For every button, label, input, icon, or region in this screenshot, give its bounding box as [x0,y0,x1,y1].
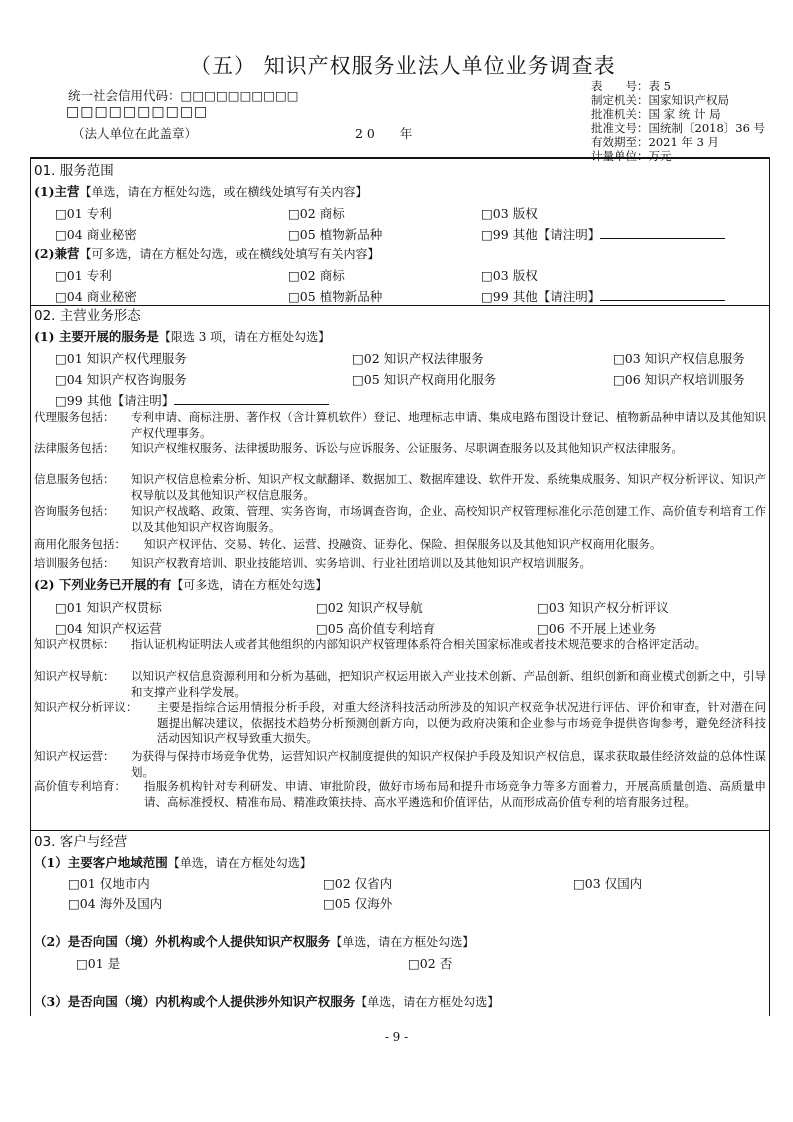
region-option-overseas-and-domestic[interactable]: □04 海外及国内 [68,896,163,911]
page-number: - 9 - [384,1030,409,1044]
main-option-copyright[interactable]: □03 版权 [481,206,538,221]
region-option-city[interactable]: □01 仅地市内 [68,876,150,891]
definition-standard: 知识产权贯标： 指认证机构证明法人或者其他组织的内部知识产权管理体系符合相关国家标准或者技术规范要求的合格评定活动。 [34,637,706,651]
foreign-related-service-label: （3）是否向国（境）内机构或个人提供涉外知识产权服务 [34,994,356,1009]
section-01-title: 01. 服务范围 [34,163,114,179]
client-region-instruction: 【单选，请在方框处勾选】 [167,856,312,870]
meta-unit: 计量单位：万元 [591,149,672,163]
foreign-option-no[interactable]: □02 否 [408,956,453,971]
side-option-patent[interactable]: □01 专利 [55,268,112,283]
ongoing-option-high-value-patent[interactable]: □05 高价值专利培育 [316,621,436,636]
ongoing-option-operation[interactable]: □04 知识产权运营 [55,621,162,636]
ongoing-option-none[interactable]: □06 不开展上述业务 [537,621,657,636]
main-business-question [34,183,368,201]
seal-note: （法人单位在此盖章） [72,126,198,141]
section-divider-02 [30,305,769,306]
definition-operation: 知识产权运营： 为获得与保持市场竞争优势，运营知识产权制度提供的知识产权保护手段及知识产权信息，谋求获取最佳经济效益的总体性谋划。 [34,749,766,779]
section-03-title: 03. 客户与经营 [34,834,128,850]
meta-valid-until: 有效期至：2021 年 3 月 [591,135,720,149]
credit-code-boxes-second[interactable]: □□□□□□□□□□ [66,104,209,120]
side-other-input[interactable] [600,289,725,301]
side-option-trade-secret[interactable]: □04 商业秘密 [55,289,137,304]
client-region-label: （1）主要客户地域范围 [34,855,168,870]
main-option-trademark[interactable]: □02 商标 [288,206,345,221]
foreign-service-label: （2）是否向国（境）外机构或个人提供知识产权服务 [34,934,331,949]
main-option-patent[interactable]: □01 专利 [55,206,112,221]
definition-navigation: 知识产权导航： 以知识产权信息资源利用和分析为基础，把知识产权运用嵌入产业技术创新、产品创新、组织创新和商业模式创新之中，引导和支撑产业科学发展。 [34,669,766,699]
client-region-question [34,854,312,872]
meta-issuing-authority: 制定机关：国家知识产权局 [591,93,729,107]
definition-consulting: 咨询服务包括： 知识产权战略、政策、管理、实务咨询，市场调查咨询，企业、高校知识产权管理标准化示范创建工作、高价值专利培育工作以及其他知识产权咨询服务。 [34,504,766,534]
definition-high-value-patent: 高价值专利培育： 指服务机构针对专利研发、申请、审批阶段，做好市场布局和提升市场竞争力等多方面着力，开展高质量创造、高质量申请、高标准授权、精准布局、精准政策扶持、高水平遴选和价值评估，从而形成高价值专利的培育服务过程。 [34,779,766,809]
region-option-overseas[interactable]: □05 仅海外 [323,896,393,911]
region-option-domestic[interactable]: □03 仅国内 [573,876,643,891]
side-business-label: (2)兼营 [34,246,80,261]
main-business-instruction: 【单选，请在方框处勾选，或在横线处填写有关内容】 [79,185,368,199]
side-option-other[interactable]: □99 其他【请注明】 [481,287,725,305]
foreign-service-question [34,933,474,951]
main-option-other[interactable]: □99 其他【请注明】 [481,225,725,243]
year-field[interactable]: 2 0 年 [355,126,413,141]
form-title: （五） 知识产权服务业法人单位业务调查表 [190,54,616,78]
service-option-other[interactable]: □99 其他【请注明】 [55,391,329,409]
side-option-plant-variety[interactable]: □05 植物新品种 [288,289,383,304]
meta-approving-authority: 批准机关：国 家 统 计 局 [591,107,721,121]
main-services-question [34,328,330,346]
foreign-related-service-question [34,993,499,1011]
main-option-plant-variety[interactable]: □05 植物新品种 [288,227,383,242]
ongoing-option-standard[interactable]: □01 知识产权贯标 [55,600,162,615]
service-option-consulting[interactable]: □04 知识产权咨询服务 [55,372,187,387]
region-option-province[interactable]: □02 仅省内 [323,876,393,891]
definition-legal: 法律服务包括： 知识产权维权服务、法律援助服务、诉讼与应诉服务、公证服务、尽职调查服务以及其他知识产权法律服务。 [34,441,683,455]
definition-agency: 代理服务包括： 专利申请、商标注册、著作权（含计算机软件）登记、地理标志申请、集成电路布图设计登记、植物新品种申请以及其他知识产权代理事务。 [34,410,766,440]
definition-analysis: 知识产权分析评议： 主要是指综合运用情报分析手段，对重大经济科技活动所涉及的知识产权竞争状况进行评估、评价和审查，针对潜在问题提出解决建议，依据技术趋势分析预测创新方向，以便为政府决策和企业参与市场竞争提供咨询参考，避免经济科技活动因知识产权导致重大损失。 [34,700,766,745]
meta-form-number: 表 号：表 5 [591,79,671,93]
definition-commercialization: 商用化服务包括： 知识产权评估、交易、转化、运营、投融资、证券化、保险、担保服务以及其他知识产权商用化服务。 [34,537,662,551]
credit-code-row [68,86,299,104]
side-business-instruction: 【可多选，请在方框处勾选，或在横线处填写有关内容】 [79,247,380,261]
main-business-label: (1)主营 [34,184,80,199]
service-option-commercialization[interactable]: □05 知识产权商用化服务 [352,372,497,387]
ongoing-services-label: (2) 下列业务已开展的有 [34,577,172,592]
ongoing-option-analysis[interactable]: □03 知识产权分析评议 [537,600,669,615]
side-option-trademark[interactable]: □02 商标 [288,268,345,283]
definition-training: 培训服务包括： 知识产权教育培训、职业技能培训、实务培训、行业社团培训以及其他知识产权培训服务。 [34,556,591,570]
side-business-question [34,245,380,263]
main-services-instruction: 【限选 3 项，请在方框处勾选】 [158,330,331,344]
main-other-input[interactable] [600,227,725,239]
service-option-information[interactable]: □03 知识产权信息服务 [613,351,745,366]
side-option-copyright[interactable]: □03 版权 [481,268,538,283]
section-divider-03 [30,830,769,831]
service-option-legal[interactable]: □02 知识产权法律服务 [352,351,484,366]
service-option-agency[interactable]: □01 知识产权代理服务 [55,351,187,366]
ongoing-option-navigation[interactable]: □02 知识产权导航 [316,600,423,615]
credit-code-boxes-first[interactable]: □□□□□□□□□□ [180,88,299,103]
main-services-label: (1) 主要开展的服务是 [34,329,159,344]
service-option-training[interactable]: □06 知识产权培训服务 [613,372,745,387]
foreign-service-instruction: 【单选，请在方框处勾选】 [330,935,475,949]
main-option-trade-secret[interactable]: □04 商业秘密 [55,227,137,242]
foreign-related-service-instruction: 【单选，请在方框处勾选】 [355,995,500,1009]
definition-information: 信息服务包括： 知识产权信息检索分析、知识产权文献翻译、数据加工、数据库建设、软件开发、系统集成服务、知识产权分析评议、知识产权导航以及其他知识产权信息服务。 [34,472,766,502]
credit-code-label: 统一社会信用代码： [68,88,181,103]
meta-approval-number: 批准文号：国统制〔2018〕36 号 [591,121,766,135]
foreign-option-yes[interactable]: □01 是 [76,956,121,971]
section-02-title: 02. 主营业务形态 [34,308,141,324]
service-other-input[interactable] [174,393,329,405]
ongoing-services-instruction: 【可多选，请在方框处勾选】 [171,578,328,592]
form-meta [591,79,765,163]
ongoing-services-question [34,576,327,594]
